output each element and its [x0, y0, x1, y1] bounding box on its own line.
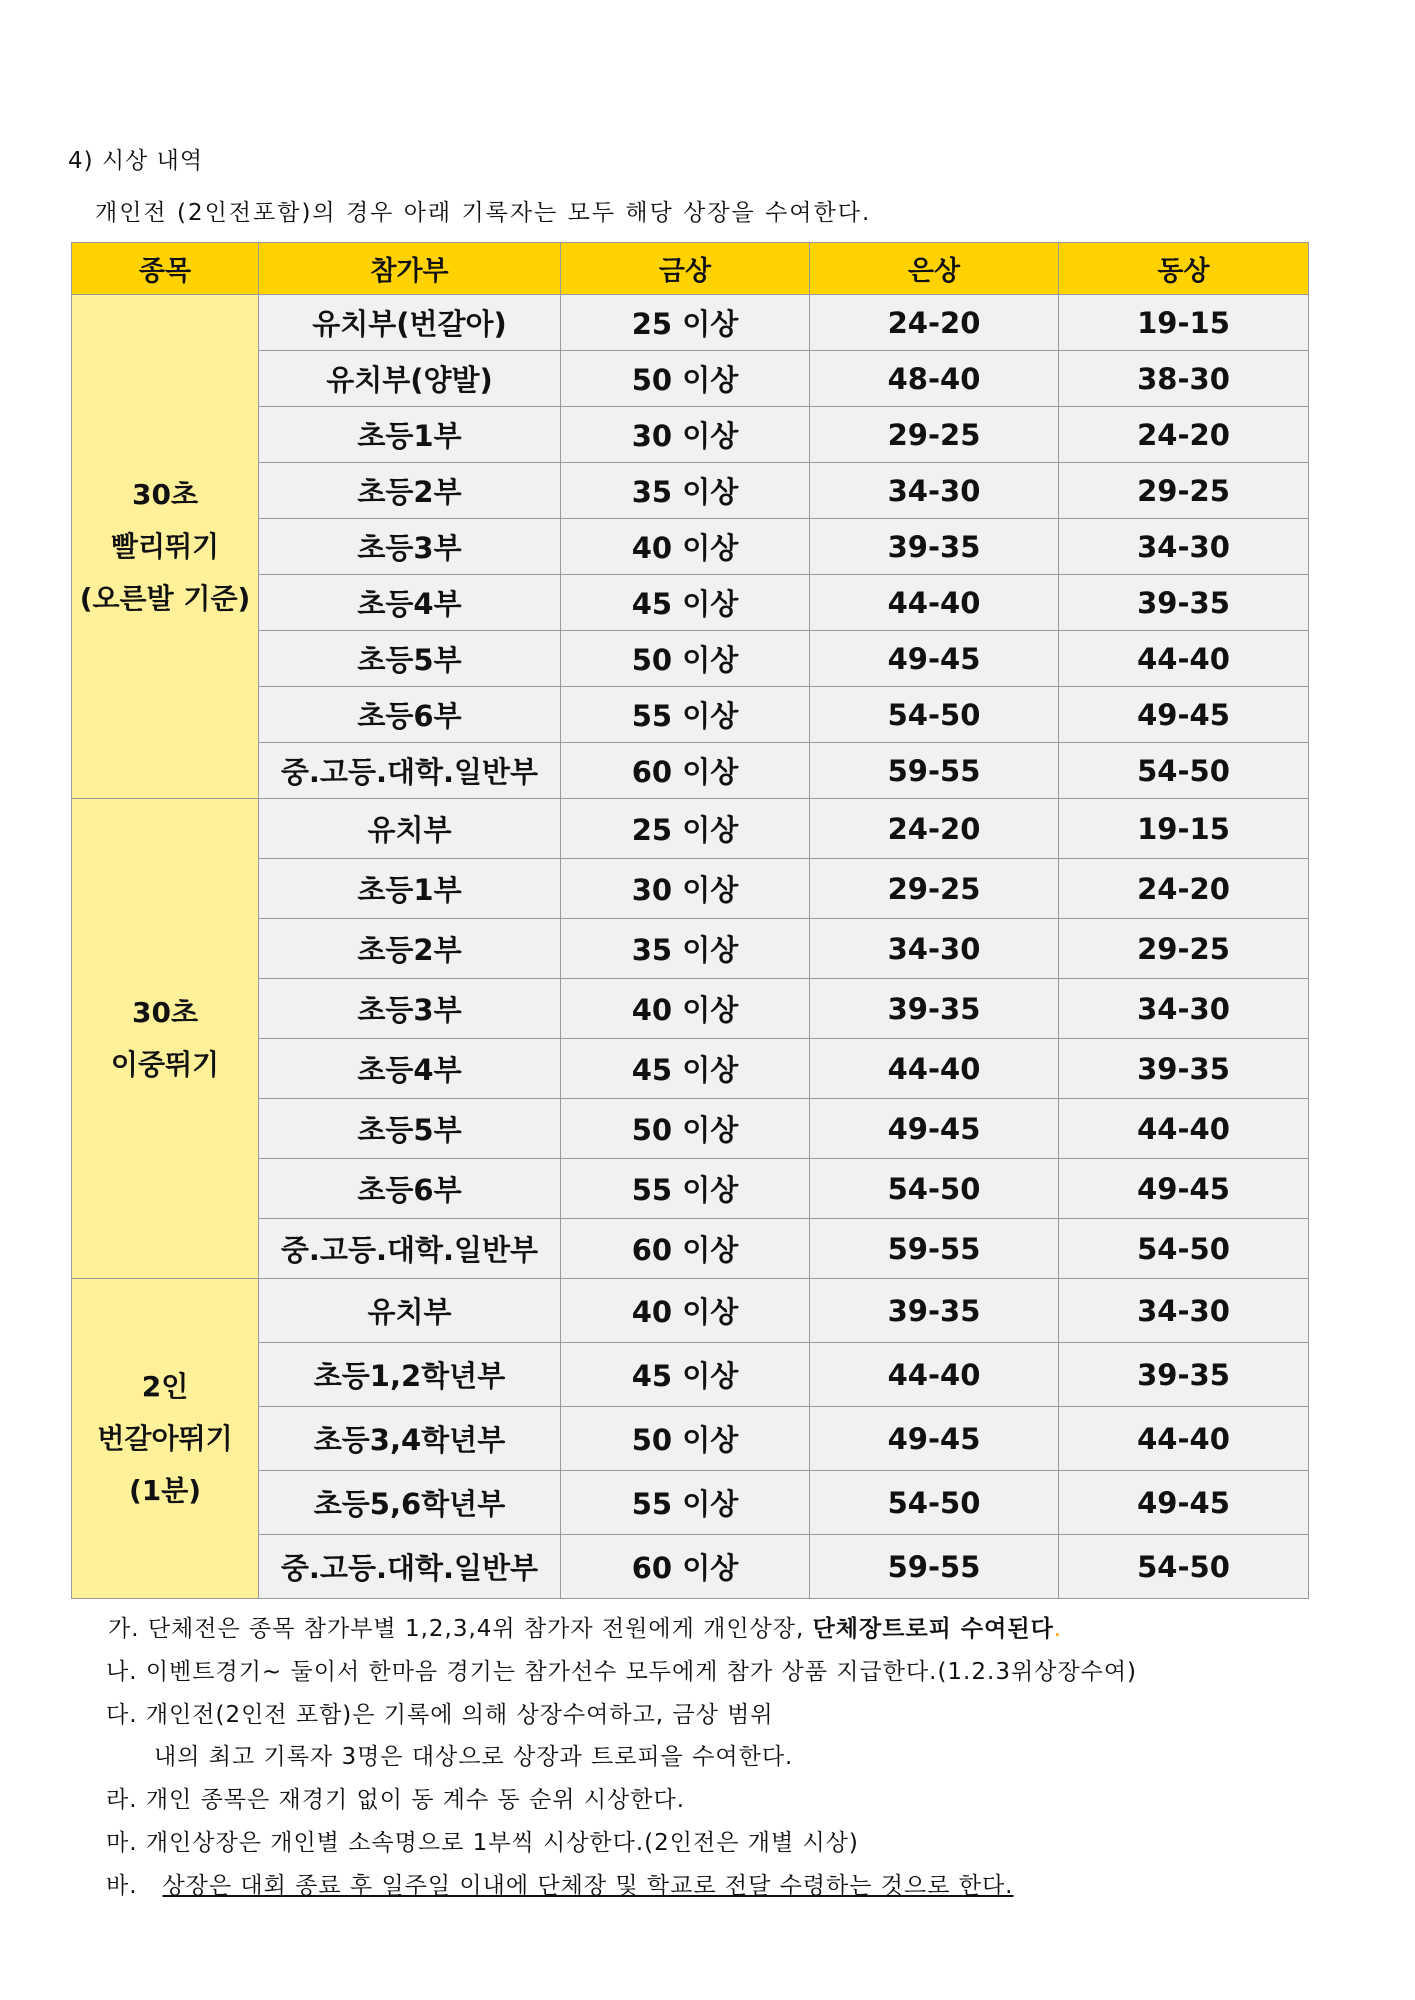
note-ma: 마. 개인상장은 개인별 소속명으로 1부씩 시상한다.(2인전은 개별 시상)	[106, 1830, 859, 1856]
silver-cell: 59-55	[810, 743, 1059, 799]
silver-cell: 39-35	[810, 1279, 1059, 1343]
note-ba-underlined: 상장은 대회 종료 후 일주일 이내에 단체장 및 학교로 전달 수령하는 것으로 한다.	[162, 1873, 1014, 1899]
silver-cell: 24-20	[810, 799, 1059, 859]
award-table	[71, 242, 1309, 1599]
bronze-cell: 54-50	[1059, 1219, 1309, 1279]
division-cell: 초등5부	[259, 631, 561, 687]
division-cell: 초등1부	[259, 407, 561, 463]
division-cell: 유치부	[259, 799, 561, 859]
bronze-cell: 44-40	[1059, 631, 1309, 687]
bronze-cell: 54-50	[1059, 1535, 1309, 1599]
event-label-line: 2인	[141, 1369, 189, 1403]
division-cell: 초등5,6학년부	[259, 1471, 561, 1535]
silver-cell: 29-25	[810, 859, 1059, 919]
bronze-cell: 19-15	[1059, 799, 1309, 859]
silver-cell: 49-45	[810, 1099, 1059, 1159]
division-cell: 초등2부	[259, 463, 561, 519]
silver-cell: 44-40	[810, 1039, 1059, 1099]
silver-cell: 44-40	[810, 575, 1059, 631]
division-cell: 유치부	[259, 1279, 561, 1343]
bronze-cell: 49-45	[1059, 1159, 1309, 1219]
division-cell: 초등6부	[259, 687, 561, 743]
event-label-line: (오른발 기준)	[79, 581, 251, 615]
gold-cell: 50 이상	[561, 1099, 810, 1159]
silver-cell: 54-50	[810, 1159, 1059, 1219]
note-da-line1: 다. 개인전(2인전 포함)은 기록에 의해 상장수여하고, 금상 범위	[106, 1702, 774, 1728]
silver-cell: 39-35	[810, 519, 1059, 575]
gold-cell: 60 이상	[561, 1219, 810, 1279]
bronze-cell: 34-30	[1059, 979, 1309, 1039]
gold-cell: 50 이상	[561, 631, 810, 687]
note-da-line2: 내의 최고 기록자 3명은 대상으로 상장과 트로피을 수여한다.	[154, 1744, 794, 1770]
gold-cell: 40 이상	[561, 979, 810, 1039]
silver-cell: 54-50	[810, 687, 1059, 743]
gold-cell: 55 이상	[561, 687, 810, 743]
award-table-body	[72, 295, 1309, 1599]
division-cell: 중.고등.대학.일반부	[259, 743, 561, 799]
note-ga-text: 가. 단체전은 종목 참가부별 1,2,3,4위 참가자 전원에게 개인상장,	[108, 1616, 813, 1642]
division-cell: 초등6부	[259, 1159, 561, 1219]
event-label-line: 빨리뛰기	[110, 529, 220, 563]
event-cell	[72, 799, 259, 1279]
gold-cell: 50 이상	[561, 351, 810, 407]
division-cell: 초등4부	[259, 575, 561, 631]
silver-cell: 29-25	[810, 407, 1059, 463]
table-row	[72, 799, 1309, 859]
bronze-cell: 44-40	[1059, 1099, 1309, 1159]
bronze-cell: 39-35	[1059, 1039, 1309, 1099]
gold-cell: 55 이상	[561, 1471, 810, 1535]
bronze-cell: 29-25	[1059, 463, 1309, 519]
bronze-cell: 19-15	[1059, 295, 1309, 351]
silver-cell: 34-30	[810, 919, 1059, 979]
event-cell	[72, 295, 259, 799]
bronze-cell: 29-25	[1059, 919, 1309, 979]
division-cell: 초등4부	[259, 1039, 561, 1099]
header-event: 종목	[72, 243, 259, 295]
gold-cell: 50 이상	[561, 1407, 810, 1471]
gold-cell: 60 이상	[561, 1535, 810, 1599]
note-ba	[106, 1867, 1014, 1900]
header-gold: 금상	[561, 243, 810, 295]
division-cell: 유치부(번갈아)	[259, 295, 561, 351]
division-cell: 유치부(양발)	[259, 351, 561, 407]
division-cell: 중.고등.대학.일반부	[259, 1535, 561, 1599]
note-ra: 라. 개인 종목은 재경기 없이 동 계수 동 순위 시상한다.	[106, 1787, 685, 1813]
gold-cell: 40 이상	[561, 1279, 810, 1343]
division-cell: 중.고등.대학.일반부	[259, 1219, 561, 1279]
silver-cell: 34-30	[810, 463, 1059, 519]
gold-cell: 45 이상	[561, 1039, 810, 1099]
silver-cell: 54-50	[810, 1471, 1059, 1535]
gold-cell: 45 이상	[561, 1343, 810, 1407]
division-cell: 초등1부	[259, 859, 561, 919]
section-heading: 4) 시상 내역	[68, 148, 204, 174]
table-row	[72, 295, 1309, 351]
gold-cell: 35 이상	[561, 919, 810, 979]
bronze-cell: 24-20	[1059, 407, 1309, 463]
gold-cell: 30 이상	[561, 407, 810, 463]
header-bronze: 동상	[1059, 243, 1309, 295]
event-label-line: 이중뛰기	[110, 1047, 220, 1081]
gold-cell: 25 이상	[561, 799, 810, 859]
bronze-cell: 38-30	[1059, 351, 1309, 407]
note-ga	[108, 1610, 1062, 1643]
silver-cell: 49-45	[810, 1407, 1059, 1471]
division-cell: 초등3부	[259, 979, 561, 1039]
intro-text: 개인전 (2인전포함)의 경우 아래 기록자는 모두 해당 상장을 수여한다.	[95, 200, 872, 226]
bronze-cell: 54-50	[1059, 743, 1309, 799]
event-cell	[72, 1279, 259, 1599]
note-ga-bold: 단체장트로피 수여된다	[812, 1616, 1054, 1642]
silver-cell: 49-45	[810, 631, 1059, 687]
gold-cell: 60 이상	[561, 743, 810, 799]
division-cell: 초등1,2학년부	[259, 1343, 561, 1407]
gold-cell: 25 이상	[561, 295, 810, 351]
event-label-line: (1분)	[128, 1473, 202, 1507]
bronze-cell: 34-30	[1059, 519, 1309, 575]
silver-cell: 39-35	[810, 979, 1059, 1039]
gold-cell: 35 이상	[561, 463, 810, 519]
division-cell: 초등3,4학년부	[259, 1407, 561, 1471]
bronze-cell: 39-35	[1059, 575, 1309, 631]
bronze-cell: 39-35	[1059, 1343, 1309, 1407]
bronze-cell: 24-20	[1059, 859, 1309, 919]
table-header-row	[72, 243, 1309, 295]
silver-cell: 59-55	[810, 1219, 1059, 1279]
gold-cell: 45 이상	[561, 575, 810, 631]
header-division: 참가부	[259, 243, 561, 295]
note-ba-prefix: 바.	[106, 1873, 138, 1899]
division-cell: 초등2부	[259, 919, 561, 979]
event-label-line: 번갈아뛰기	[97, 1421, 233, 1455]
table-row	[72, 1279, 1309, 1343]
gold-cell: 55 이상	[561, 1159, 810, 1219]
division-cell: 초등5부	[259, 1099, 561, 1159]
gold-cell: 40 이상	[561, 519, 810, 575]
bronze-cell: 49-45	[1059, 687, 1309, 743]
bronze-cell: 34-30	[1059, 1279, 1309, 1343]
silver-cell: 24-20	[810, 295, 1059, 351]
bronze-cell: 44-40	[1059, 1407, 1309, 1471]
silver-cell: 59-55	[810, 1535, 1059, 1599]
bronze-cell: 49-45	[1059, 1471, 1309, 1535]
division-cell: 초등3부	[259, 519, 561, 575]
note-ga-dot: .	[1053, 1616, 1063, 1642]
note-na: 나. 이벤트경기~ 둘이서 한마음 경기는 참가선수 모두에게 참가 상품 지급한다.(1.2.3위상장수여)	[106, 1659, 1138, 1685]
event-label-line: 30초	[131, 477, 198, 511]
gold-cell: 30 이상	[561, 859, 810, 919]
silver-cell: 44-40	[810, 1343, 1059, 1407]
header-silver: 은상	[810, 243, 1059, 295]
silver-cell: 48-40	[810, 351, 1059, 407]
event-label-line: 30초	[131, 995, 198, 1029]
